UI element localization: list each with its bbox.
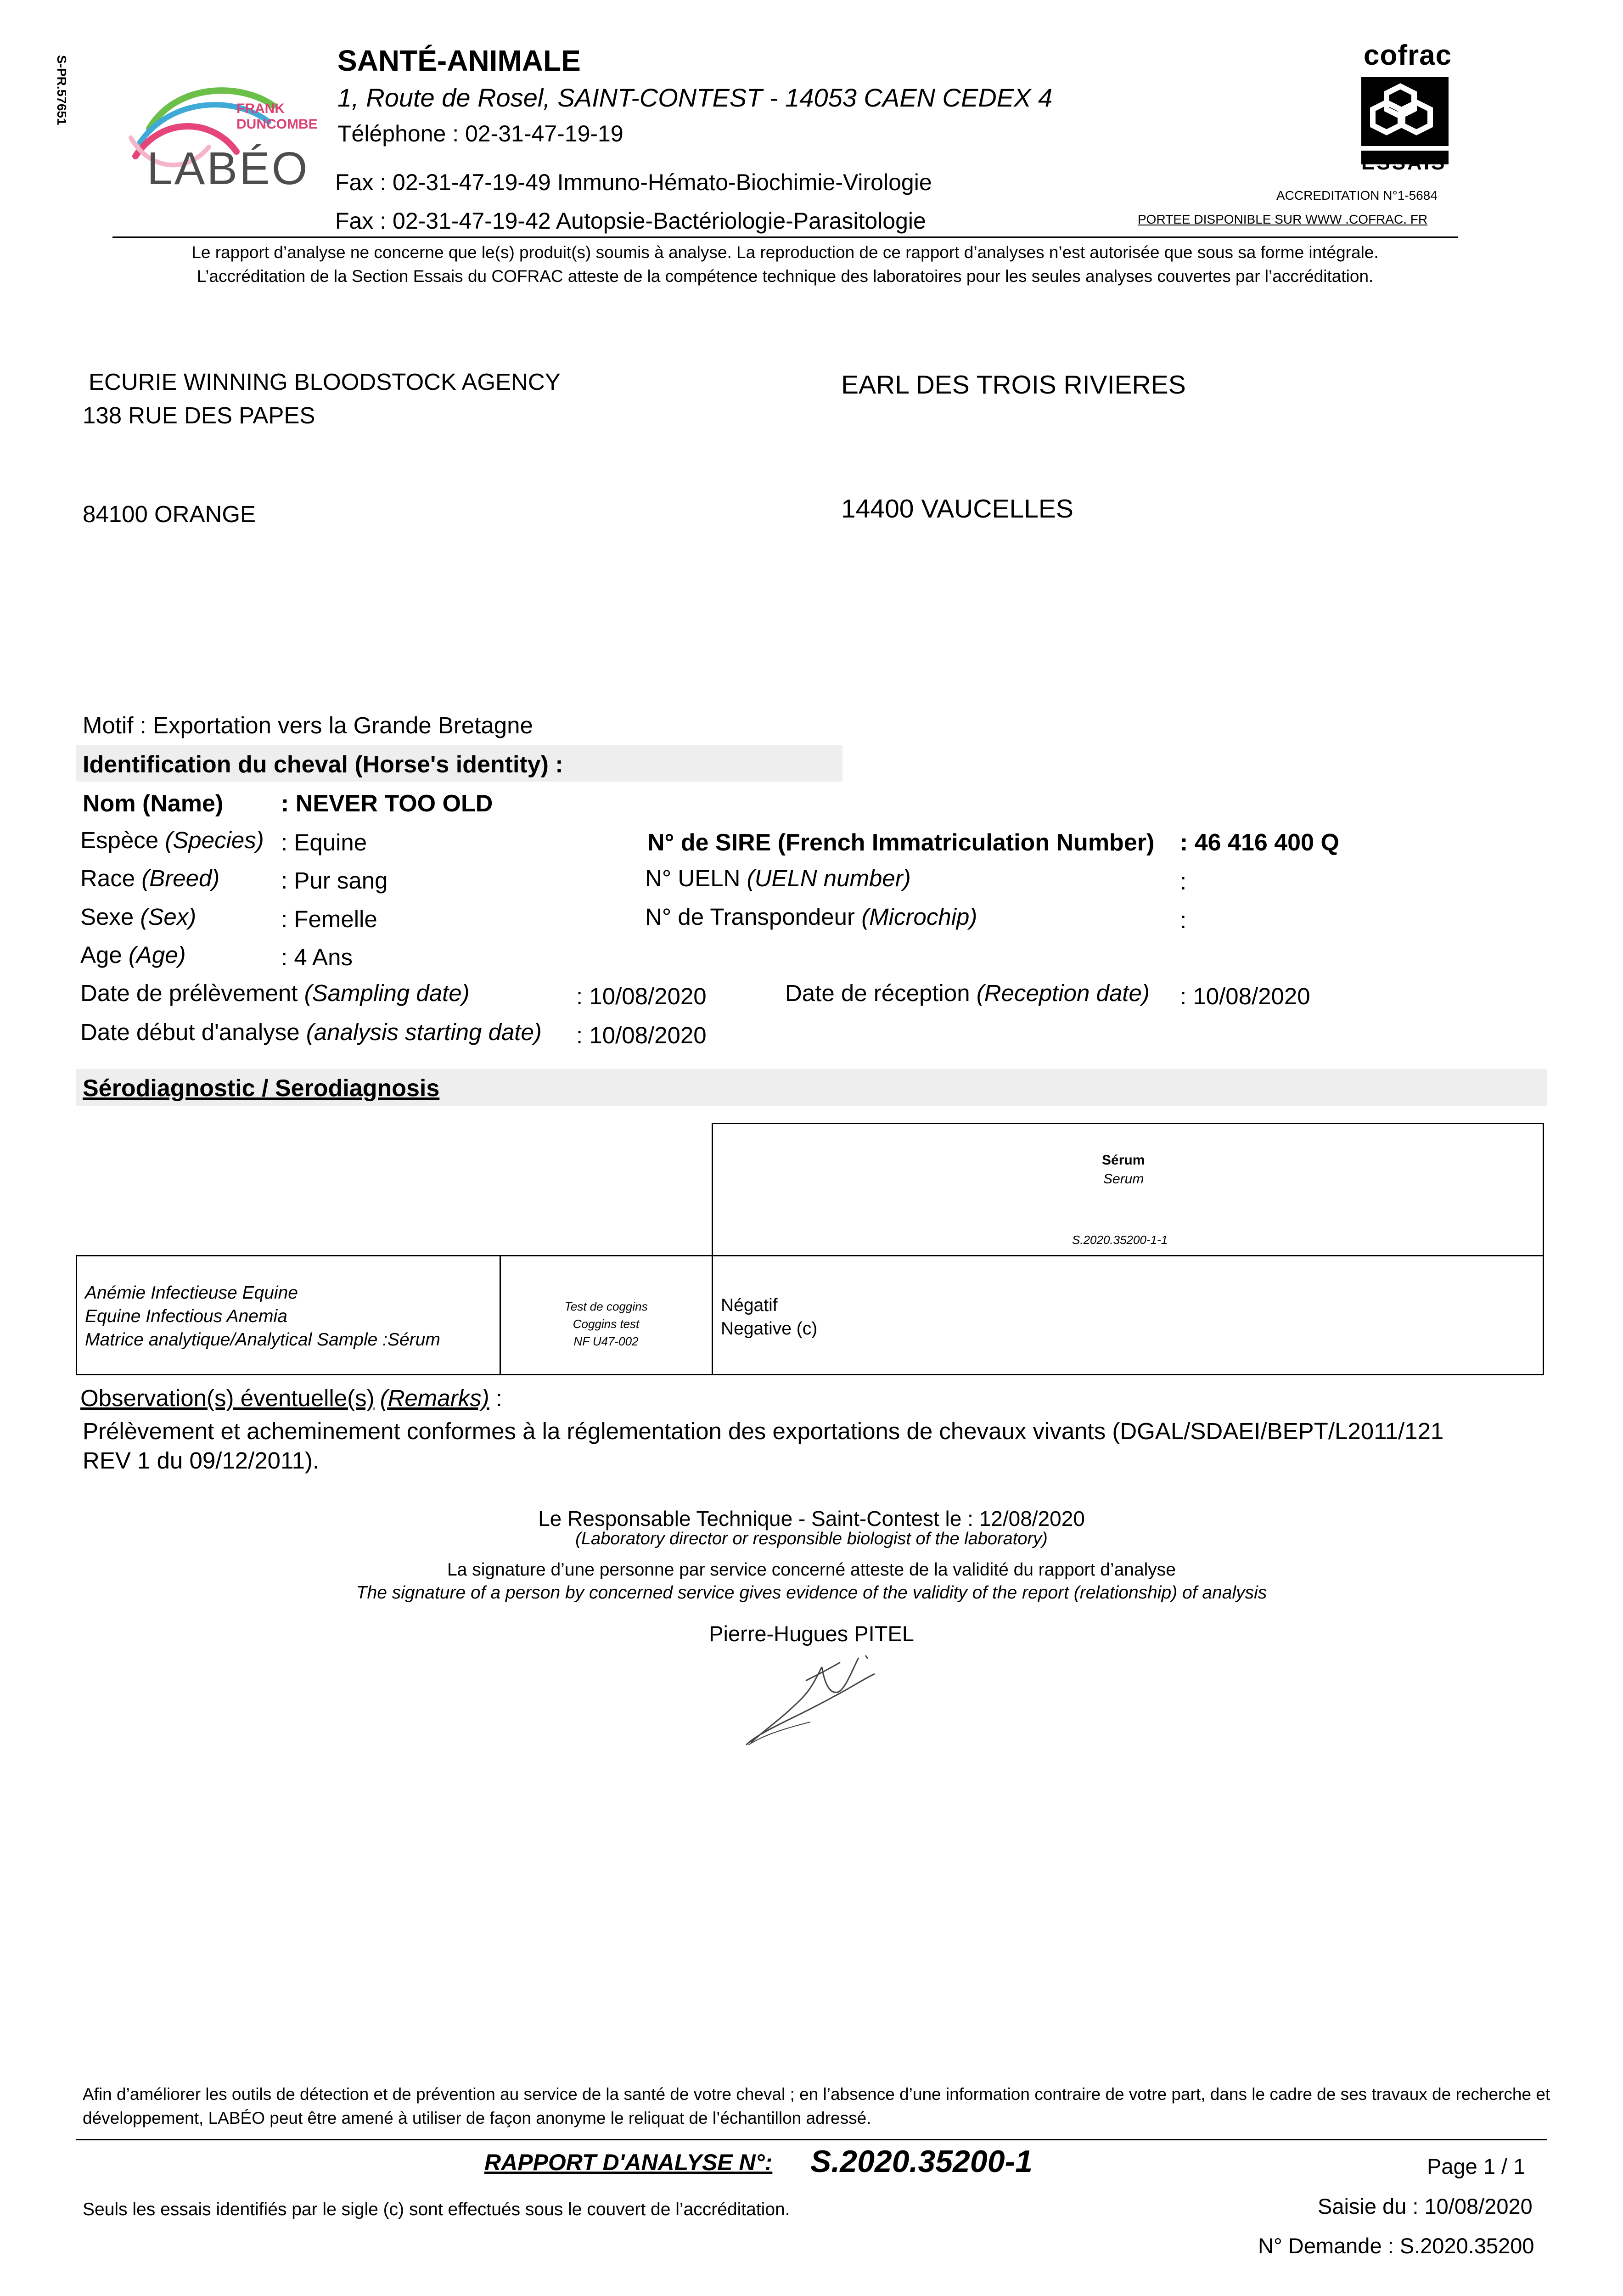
breed-label-en: (Breed) (141, 865, 220, 891)
sampling-label (80, 979, 470, 1007)
test-name-fr: Anémie Infectieuse Equine (85, 1283, 298, 1303)
logo-frank: FRANK (236, 101, 285, 116)
sign-validity: La signature d’une personne par service concerné atteste de la validité du rapport d’analyse (447, 1560, 1176, 1580)
test-result (721, 1294, 817, 1340)
ueln-value: : (1180, 868, 1187, 895)
lab-address: 1, Route de Rosel, SAINT-CONTEST - 14053 CAEN CEDEX 4 (337, 83, 1053, 112)
remarks-label-fr: Observation(s) éventuelle(s) (80, 1385, 375, 1411)
portee-link[interactable]: PORTEE DISPONIBLE SUR WWW .COFRAC. FR (1138, 212, 1428, 226)
report-label: RAPPORT D'ANALYSE N°: (484, 2150, 773, 2175)
sex-label (80, 903, 196, 930)
age-label-fr: Age (80, 942, 122, 968)
remarks-line-2: REV 1 du 09/12/2011). (83, 1447, 320, 1474)
cofrac-logo (1359, 39, 1451, 181)
transponder-label-en: (Microchip) (861, 904, 977, 930)
analysis-label (80, 1019, 542, 1046)
breed-value: : Pur sang (281, 867, 388, 894)
analysis-label-en: (analysis starting date) (306, 1019, 542, 1045)
reception-label-fr: Date de réception (785, 980, 970, 1006)
remarks-label-en: (Remarks) (380, 1385, 489, 1411)
table-border (712, 1123, 1544, 1124)
lab-phone: Téléphone : 02-31-47-19-19 (337, 121, 623, 146)
remarks-line-1: Prélèvement et acheminement conformes à la réglementation des exportations de chevaux vivants (DGAL/SDAEI/BEPT/L2011/121 (83, 1418, 1444, 1444)
disclaimer (112, 241, 1458, 288)
test-name-en: Equine Infectious Anemia (85, 1306, 287, 1326)
breed-label (80, 865, 219, 892)
recipient-city: 14400 VAUCELLES (841, 494, 1073, 523)
sex-label-fr: Sexe (80, 904, 134, 930)
sire-label: N° de SIRE (French Immatriculation Number) (647, 829, 1155, 856)
remarks-label (80, 1384, 502, 1412)
saisie-date: Saisie du : 10/08/2020 (1318, 2194, 1533, 2218)
reception-value: : 10/08/2020 (1180, 983, 1310, 1009)
sampling-label-fr: Date de prélèvement (80, 980, 298, 1006)
cofrac-word: cofrac (1364, 39, 1452, 71)
remarks-text (83, 1417, 1443, 1475)
cofrac-essais: ESSAIS (1361, 152, 1447, 174)
logo-duncombe: DUNCOMBE (236, 117, 318, 132)
signatory-name: Pierre-Hugues PITEL (709, 1621, 914, 1646)
method-line-3: NF U47-002 (573, 1334, 639, 1348)
document-code: S-PR.57651 (55, 55, 69, 125)
lab-title: SANTÉ-ANIMALE (337, 44, 581, 77)
sex-value: : Femelle (281, 906, 377, 932)
labeo-logo (122, 78, 324, 197)
transponder-label-fr: N° de Transpondeur (645, 904, 855, 930)
method-line-2: Coggins test (573, 1317, 640, 1331)
ueln-label (645, 865, 911, 892)
test-matrix: Matrice analytique/Analytical Sample :Sérum (85, 1330, 440, 1350)
sire-value: : 46 416 400 Q (1180, 829, 1339, 856)
age-label (80, 941, 186, 968)
age-value: : 4 Ans (281, 944, 353, 970)
serum-header: Sérum (1102, 1153, 1145, 1168)
age-label-en: (Age) (128, 942, 186, 968)
transponder-value: : (1180, 907, 1187, 933)
table-border (76, 1374, 1544, 1375)
motif: Motif : Exportation vers la Grande Bretagne (83, 712, 533, 738)
species-label (80, 827, 264, 854)
logo-labeo: LABÉO (147, 143, 309, 194)
table-border (1543, 1123, 1544, 1375)
accreditation-number: ACCREDITATION N°1-5684 (1276, 188, 1438, 203)
table-border (712, 1123, 713, 1375)
sampling-value: : 10/08/2020 (576, 983, 707, 1009)
name-value: : NEVER TOO OLD (281, 790, 493, 817)
page-number: Page 1 / 1 (1427, 2154, 1526, 2178)
name-label: Nom (Name) (83, 790, 224, 817)
sender-name: ECURIE WINNING BLOODSTOCK AGENCY (89, 369, 561, 395)
sero-title: Sérodiagnostic / Serodiagnosis (83, 1075, 440, 1102)
sender-city: 84100 ORANGE (83, 501, 256, 527)
lab-fax-2: Fax : 02-31-47-19-42 Autopsie-Bactériologie-Parasitologie (335, 208, 926, 234)
accreditation-note: Seuls les essais identifiés par le sigle (c) sont effectués sous le couvert de l’accréditation. (83, 2200, 790, 2219)
sample-id: S.2020.35200-1-1 (1072, 1233, 1168, 1247)
test-method (500, 1298, 712, 1350)
table-border (76, 1255, 1544, 1256)
analysis-label-fr: Date début d'analyse (80, 1019, 300, 1045)
sign-responsible-en: (Laboratory director or responsible biologist of the laboratory) (575, 1529, 1048, 1548)
identity-title: Identification du cheval (Horse's identity) : (83, 751, 563, 778)
serum-header-en: Serum (1103, 1171, 1144, 1187)
result-fr: Négatif (721, 1295, 778, 1315)
remarks-colon: : (495, 1385, 502, 1411)
analysis-value: : 10/08/2020 (576, 1022, 707, 1048)
breed-label-fr: Race (80, 865, 135, 891)
transponder-label (645, 903, 977, 930)
ueln-label-en: (UELN number) (747, 865, 911, 891)
disclaimer-line-1: Le rapport d’analyse ne concerne que le(s) produit(s) soumis à analyse. La reproduction de ce rapport d’analyses n’est autorisée que sous sa forme intégrale. (191, 243, 1379, 262)
method-line-1: Test de coggins (564, 1300, 648, 1313)
sender-street: 138 RUE DES PAPES (83, 402, 315, 428)
table-border (76, 1255, 77, 1375)
disclaimer-line-2: L’accréditation de la Section Essais du COFRAC atteste de la compétence technique des laboratoires pour les seules analyses couvertes par l’accréditation. (197, 267, 1374, 286)
species-label-fr: Espèce (80, 827, 159, 853)
species-value: : Equine (281, 829, 367, 855)
lab-fax-1: Fax : 02-31-47-19-49 Immuno-Hémato-Biochimie-Virologie (335, 169, 932, 195)
species-label-en: (Species) (165, 827, 264, 853)
reception-label-en: (Reception date) (976, 980, 1150, 1006)
header-rule (112, 236, 1458, 238)
report-number: S.2020.35200-1 (810, 2144, 1033, 2179)
demand-number: N° Demande : S.2020.35200 (1258, 2234, 1534, 2258)
sex-label-en: (Sex) (140, 904, 197, 930)
handwritten-signature-icon (741, 1649, 888, 1754)
footer-rule (76, 2139, 1547, 2140)
recipient-name: EARL DES TROIS RIVIERES (841, 370, 1186, 400)
sign-responsible: Le Responsable Technique - Saint-Contest le : 12/08/2020 (538, 1507, 1085, 1531)
result-en: Negative (c) (721, 1319, 818, 1339)
reception-label (785, 979, 1150, 1007)
sign-validity-en: The signature of a person by concerned service gives evidence of the validity of the report (relationship) of analysis (356, 1583, 1267, 1603)
ueln-label-fr: N° UELN (645, 865, 741, 891)
test-name (85, 1281, 440, 1351)
footer-note: Afin d’améliorer les outils de détection et de prévention au service de la santé de votre cheval ; en l’absence d’une information contraire de votre part, dans le cadre de ses travaux de recherche et développement, LABÉO peut être amené à utiliser de façon anonyme le reliquat de l’échantillon adressé. (83, 2085, 1550, 2127)
sampling-label-en: (Sampling date) (304, 980, 470, 1006)
